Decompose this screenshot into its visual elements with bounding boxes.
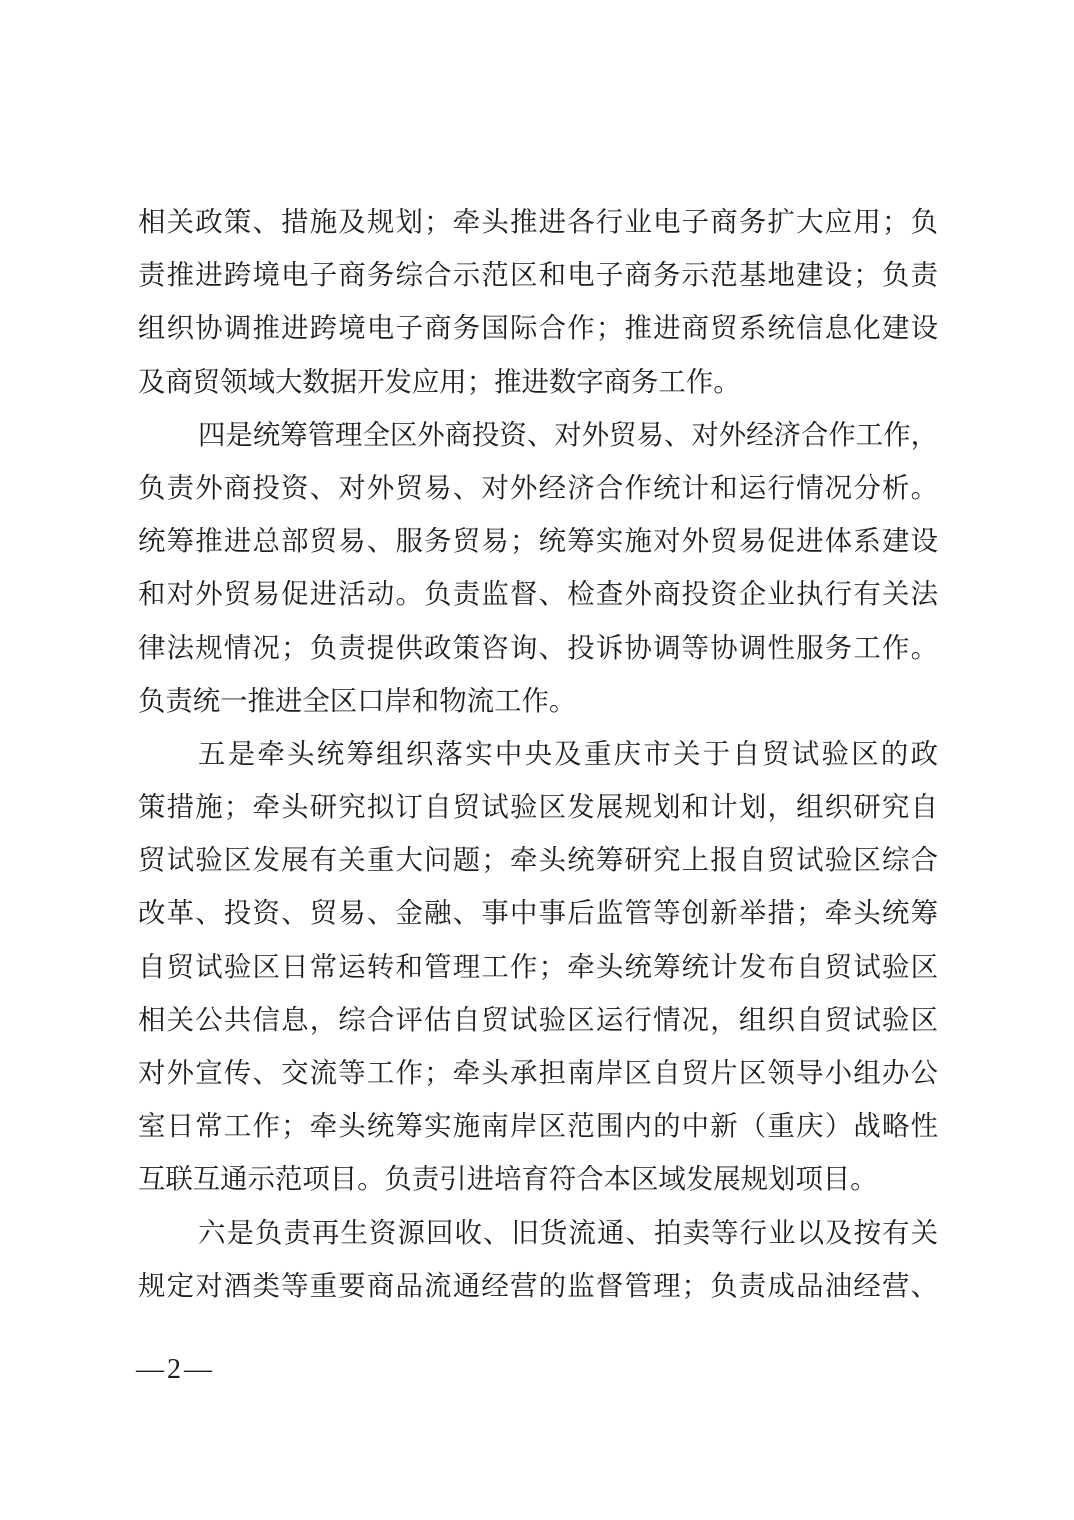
text-line: 相关公共信息，综合评估自贸试验区运行情况，组织自贸试验区 [138, 1004, 938, 1035]
text-line: 相关政策、措施及规划；牵头推进各行业电子商务扩大应用；负 [138, 207, 938, 237]
text-line: 律法规情况；负责提供政策咨询、投诉协调等协调性服务工作。 [138, 632, 938, 663]
text-line: 负责外商投资、对外贸易、对外经济合作统计和运行情况分析。 [138, 472, 938, 503]
text-line: 策措施；牵头研究拟订自贸试验区发展规划和计划，组织研究自 [138, 792, 938, 823]
text-line: 和对外贸易促进活动。负责监督、检查外商投资企业执行有关法 [138, 579, 938, 610]
text-line: 室日常工作；牵头统筹实施南岸区范围内的中新（重庆）战略性 [138, 1111, 938, 1142]
text-line: 贸试验区发展有关重大问题；牵头统筹研究上报自贸试验区综合 [138, 845, 938, 876]
text-line: 六是负责再生资源回收、旧货流通、拍卖等行业以及按有关 [198, 1217, 938, 1248]
text-line: 责推进跨境电子商务综合示范区和电子商务示范基地建设；负责 [138, 260, 938, 291]
text-line: 互联互通示范项目。负责引进培育符合本区域发展规划项目。 [138, 1164, 878, 1195]
text-line: 负责统一推进全区口岸和物流工作。 [138, 685, 577, 716]
text-line: 统筹推进总部贸易、服务贸易；统筹实施对外贸易促进体系建设 [138, 526, 938, 557]
text-line: 改革、投资、贸易、金融、事中事后监管等创新举措；牵头统筹 [138, 898, 938, 929]
text-line: 组织协调推进跨境电子商务国际合作；推进商贸系统信息化建设 [138, 313, 938, 344]
text-line: 四是统筹管理全区外商投资、对外贸易、对外经济合作工作， [198, 419, 938, 450]
page-number: — 2 — [136, 1354, 213, 1385]
text-line: 对外宣传、交流等工作；牵头承担南岸区自贸片区领导小组办公 [138, 1058, 938, 1088]
text-line: 自贸试验区日常运转和管理工作；牵头统筹统计发布自贸试验区 [138, 951, 938, 982]
text-line: 规定对酒类等重要商品流通经营的监督管理；负责成品油经营、 [138, 1270, 938, 1301]
text-line: 及商贸领域大数据开发应用；推进数字商务工作。 [138, 366, 741, 397]
document-body [138, 196, 938, 1313]
text-line: 五是牵头统筹组织落实中央及重庆市关于自贸试验区的政 [198, 738, 938, 769]
